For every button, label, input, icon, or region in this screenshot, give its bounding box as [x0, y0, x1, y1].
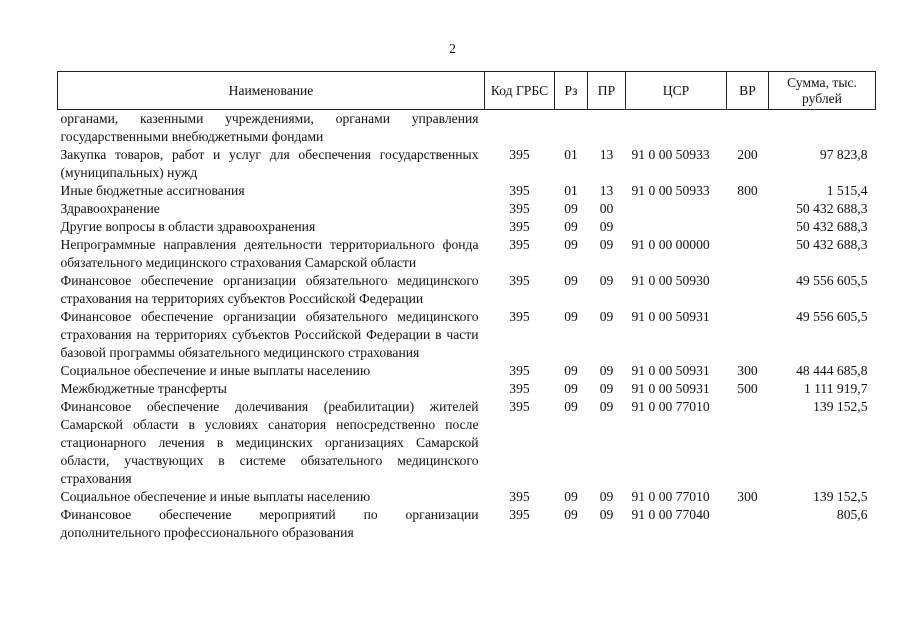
row-pr: 09	[599, 309, 614, 324]
row-sum: 50 432 688,3	[796, 201, 868, 216]
row-rz: 01	[564, 147, 578, 162]
row-pr	[588, 110, 626, 147]
row-name: Другие вопросы в области здравоохранения	[60, 219, 316, 234]
row-pr: 13	[599, 147, 614, 162]
row-name: органами, казенными учреждениями, органами управления государственными внебюджетными фондами	[60, 111, 479, 144]
row-csr: 91 0 00 77010	[631, 489, 710, 504]
row-csr: 91 0 00 50931	[631, 381, 710, 396]
row-rz: 09	[564, 309, 578, 324]
table-row	[58, 110, 876, 147]
row-vr	[727, 218, 769, 236]
row-grbs: 395	[509, 507, 530, 522]
table-row	[58, 380, 876, 398]
row-grbs: 395	[509, 183, 530, 198]
row-csr: 91 0 00 50933	[631, 147, 710, 162]
row-name: Социальное обеспечение и иные выплаты населению	[60, 489, 371, 504]
row-grbs: 395	[509, 273, 530, 288]
row-grbs: 395	[509, 381, 530, 396]
table-body	[58, 110, 876, 543]
row-pr: 09	[599, 399, 614, 414]
row-sum: 1 111 919,7	[803, 381, 868, 396]
row-pr: 00	[599, 201, 614, 216]
page-number: 2	[449, 42, 456, 57]
row-vr	[727, 110, 769, 147]
table-row	[58, 236, 876, 272]
row-name: Финансовое обеспечение долечивания (реабилитации) жителей Самарской области в условиях санатория непосредственно после стационарного лечения в медицинских организациях Самарской области, участвующих в системе обязательного медицинского страхования	[60, 399, 479, 486]
row-csr	[626, 218, 727, 236]
row-grbs: 395	[509, 147, 530, 162]
table-row	[58, 488, 876, 506]
row-name: Межбюджетные трансферты	[60, 381, 227, 396]
row-sum: 139 152,5	[813, 399, 868, 414]
row-sum: 50 432 688,3	[796, 237, 868, 252]
table-row	[58, 218, 876, 236]
row-grbs: 395	[509, 309, 530, 324]
row-grbs: 395	[509, 489, 530, 504]
row-sum: 49 556 605,5	[796, 309, 868, 324]
row-pr: 09	[599, 237, 614, 252]
table-row	[58, 362, 876, 380]
row-vr	[727, 200, 769, 218]
row-sum	[769, 110, 876, 147]
row-csr: 91 0 00 77010	[631, 399, 710, 414]
row-csr: 91 0 00 50933	[631, 183, 710, 198]
header-vr: ВР	[727, 72, 769, 110]
row-grbs	[485, 110, 555, 147]
row-csr	[626, 110, 727, 147]
row-rz	[555, 110, 588, 147]
row-vr	[727, 308, 769, 362]
row-sum: 139 152,5	[813, 489, 868, 504]
row-pr: 09	[599, 507, 614, 522]
row-rz: 09	[564, 381, 578, 396]
row-rz: 09	[564, 363, 578, 378]
row-sum: 97 823,8	[819, 147, 868, 162]
row-vr: 200	[737, 147, 758, 162]
budget-table	[57, 71, 876, 542]
row-vr: 300	[737, 489, 758, 504]
row-name: Социальное обеспечение и иные выплаты населению	[60, 363, 371, 378]
row-rz: 09	[564, 507, 578, 522]
header-grbs: Код ГРБС	[485, 72, 555, 110]
row-rz: 01	[564, 183, 578, 198]
row-grbs: 395	[509, 219, 530, 234]
row-grbs: 395	[509, 201, 530, 216]
row-name: Финансовое обеспечение мероприятий по организации дополнительного профессионального образования	[60, 507, 479, 540]
row-pr: 13	[599, 183, 614, 198]
row-rz: 09	[564, 201, 578, 216]
row-csr: 91 0 00 00000	[631, 237, 710, 252]
row-name: Непрограммные направления деятельности территориального фонда обязательного медицинского страхования Самарской области	[60, 237, 479, 270]
table-row	[58, 308, 876, 362]
row-pr: 09	[599, 273, 614, 288]
row-sum: 50 432 688,3	[796, 219, 868, 234]
header-pr: ПР	[588, 72, 626, 110]
row-name: Финансовое обеспечение организации обязательного медицинского страхования на территориях субъектов Российской Федерации в части базовой программы обязательного медицинского страхования	[60, 309, 479, 360]
row-rz: 09	[564, 273, 578, 288]
table-row	[58, 182, 876, 200]
row-vr: 300	[737, 363, 758, 378]
row-name: Иные бюджетные ассигнования	[60, 183, 245, 198]
row-rz: 09	[564, 399, 578, 414]
table-row	[58, 272, 876, 308]
row-grbs: 395	[509, 237, 530, 252]
table-row	[58, 398, 876, 488]
row-csr	[626, 200, 727, 218]
row-sum: 48 444 685,8	[796, 363, 868, 378]
header-name: Наименование	[58, 72, 485, 110]
row-sum: 1 515,4	[826, 183, 868, 198]
row-sum: 49 556 605,5	[796, 273, 868, 288]
row-vr	[727, 272, 769, 308]
row-csr: 91 0 00 50930	[631, 273, 710, 288]
row-vr: 500	[737, 381, 758, 396]
row-pr: 09	[599, 219, 614, 234]
row-rz: 09	[564, 237, 578, 252]
row-csr: 91 0 00 50931	[631, 363, 710, 378]
header-csr: ЦСР	[626, 72, 727, 110]
row-vr: 800	[737, 183, 758, 198]
row-pr: 09	[599, 489, 614, 504]
row-sum: 805,6	[836, 507, 868, 522]
table-header	[58, 72, 876, 110]
row-pr: 09	[599, 363, 614, 378]
row-vr	[727, 506, 769, 542]
table-row	[58, 200, 876, 218]
row-rz: 09	[564, 489, 578, 504]
row-name: Финансовое обеспечение организации обязательного медицинского страхования на территориях субъектов Российской Федерации	[60, 273, 479, 306]
row-vr	[727, 398, 769, 488]
row-pr: 09	[599, 381, 614, 396]
row-grbs: 395	[509, 399, 530, 414]
row-csr: 91 0 00 77040	[631, 507, 710, 522]
row-name: Закупка товаров, работ и услуг для обеспечения государственных (муниципальных) нужд	[60, 147, 479, 180]
table-row	[58, 146, 876, 182]
header-rz: Рз	[555, 72, 588, 110]
row-vr	[727, 236, 769, 272]
table-row	[58, 506, 876, 542]
header-sum: Сумма, тыс. рублей	[769, 72, 876, 110]
row-grbs: 395	[509, 363, 530, 378]
row-csr: 91 0 00 50931	[631, 309, 710, 324]
row-rz: 09	[564, 219, 578, 234]
row-name: Здравоохранение	[60, 201, 160, 216]
